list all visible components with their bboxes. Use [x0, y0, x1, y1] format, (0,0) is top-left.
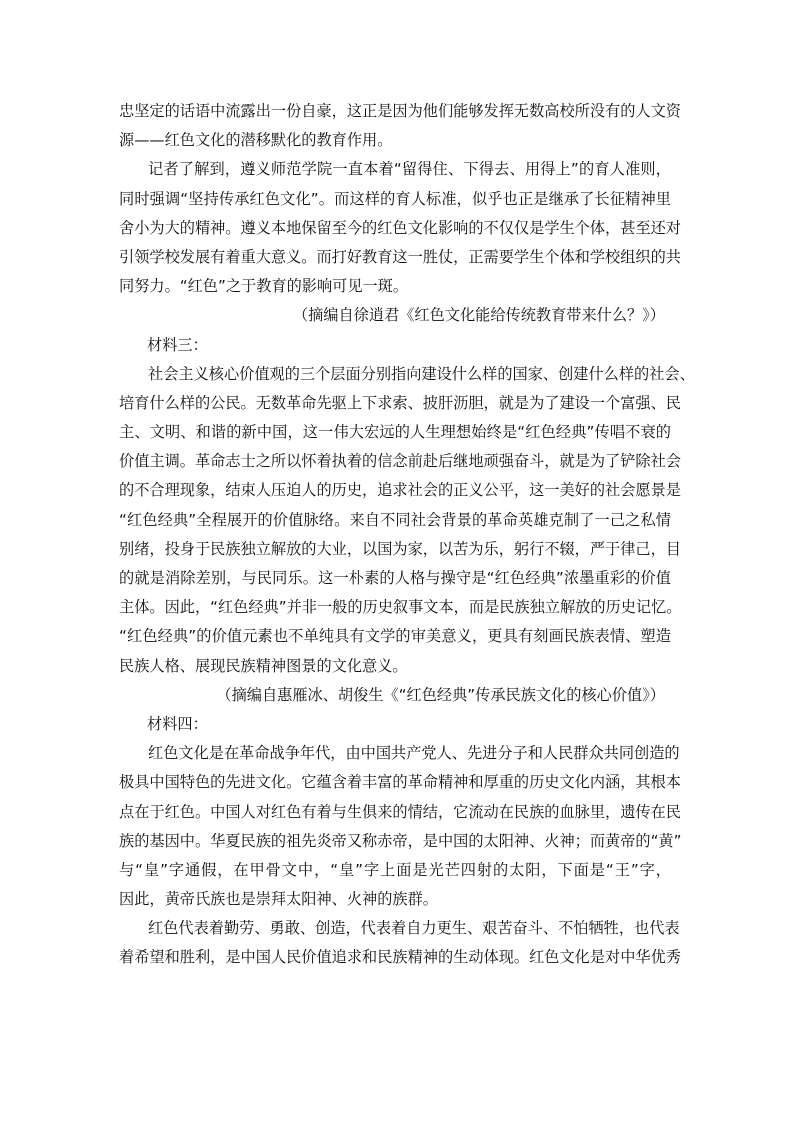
- paragraph-line: 忠坚定的话语中流露出一份自豪，这正是因为他们能够发挥无数高校所没有的人文资: [119, 102, 681, 120]
- source-citation: （摘编自徐逍君《红色文化能给传统教育带来什么？》）: [292, 306, 665, 325]
- paragraph-line: 因此，黄帝氏族也是崇拜太阳神、火神的族群。: [119, 890, 438, 909]
- paragraph-line: 点在于红色。中国人对红色有着与生俱来的情结，它流动在民族的血脉里，遗传在民: [119, 802, 681, 821]
- paragraph-line: “红色经典”全程展开的价值脉络。来自不同社会背景的革命英雄克制了一己之私情: [119, 510, 671, 529]
- paragraph-line: 的不合理现象，结束人压迫人的历史，追求社会的正义公平，这一美好的社会愿景是: [119, 481, 681, 500]
- paragraph-line: 同努力。“红色”之于教育的影响可见一斑。: [119, 277, 409, 296]
- paragraph-line: “红色经典”的价值元素也不单纯具有文学的审美意义，更具有刻画民族表情、塑造: [119, 627, 671, 646]
- paragraph-line: 主、文明、和谐的新中国，这一伟大宏远的人生理想始终是“红色经典”传唱不衰的: [119, 423, 671, 442]
- paragraph-line: 着希望和胜利，是中国人民价值追求和民族精神的生动体现。红色文化是对中华优秀: [119, 948, 681, 967]
- paragraph-line: 源——红色文化的潜移默化的教育作用。: [119, 131, 393, 150]
- paragraph-line: 舍小为大的精神。遵义本地保留至今的红色文化影响的不仅仅是学生个体，甚至还对: [119, 218, 681, 237]
- paragraph-line: 红色文化是在革命战争年代，由中国共产党人、先进分子和人民群众共同创造的: [148, 744, 680, 763]
- section-heading: 材料三：: [147, 335, 208, 354]
- paragraph-line: 同时强调“坚持传承红色文化”。而这样的育人标准，似乎也正是继承了长征精神里: [119, 189, 671, 208]
- paragraph-line: 的就是消除差别，与民同乐。这一朴素的人格与操守是“红色经典”浓墨重彩的价值: [119, 569, 671, 587]
- paragraph-line: 与“皇”字通假，在甲骨文中，“皇”字上面是光芒四射的太阳，下面是“王”字，: [119, 860, 671, 879]
- paragraph-line: 别绪，投身于民族独立解放的大业，以国为家，以苦为乐，躬行不辍，严于律己，目: [119, 539, 681, 558]
- source-citation: （摘编自惠雁冰、胡俊生《“红色经典”传承民族文化的核心价值》）: [216, 685, 665, 704]
- paragraph-line: 价值主调。革命志士之所以怀着执着的信念前赴后继地顽强奋斗，就是为了铲除社会: [119, 452, 681, 471]
- paragraph-line: 引领学校发展有着重大意义。而打好教育这一胜仗，正需要学生个体和学校组织的共: [119, 247, 681, 266]
- paragraph-line: 红色代表着勤劳、勇敢、创造，代表着自力更生、艰苦奋斗、不怕牺牲，也代表: [148, 919, 680, 938]
- paragraph-line: 社会主义核心价值观的三个层面分别指向建设什么样的国家、创建什么样的社会、: [148, 364, 695, 383]
- paragraph-line: 族的基因中。华夏民族的祖先炎帝又称赤帝，是中国的太阳神、火神；而黄帝的“黄”: [119, 831, 682, 850]
- document-page: [119, 97, 695, 973]
- section-heading: 材料四：: [147, 714, 208, 733]
- paragraph-line: 培育什么样的公民。无数革命先驱上下求索、披肝沥胆，就是为了建设一个富强、民: [119, 393, 681, 412]
- paragraph-line: 民族人格、展现民族精神图景的文化意义。: [119, 656, 408, 675]
- paragraph-line: 极具中国特色的先进文化。它蕴含着丰富的革命精神和厚重的历史文化内涵，其根本: [119, 773, 681, 792]
- paragraph-line: 主体。因此，“红色经典”并非一般的历史叙事文本，而是民族独立解放的历史记忆。: [119, 598, 682, 617]
- paragraph-line: 记者了解到，遵义师范学院一直本着“留得住、下得去、用得上”的育人准则，: [148, 160, 671, 179]
